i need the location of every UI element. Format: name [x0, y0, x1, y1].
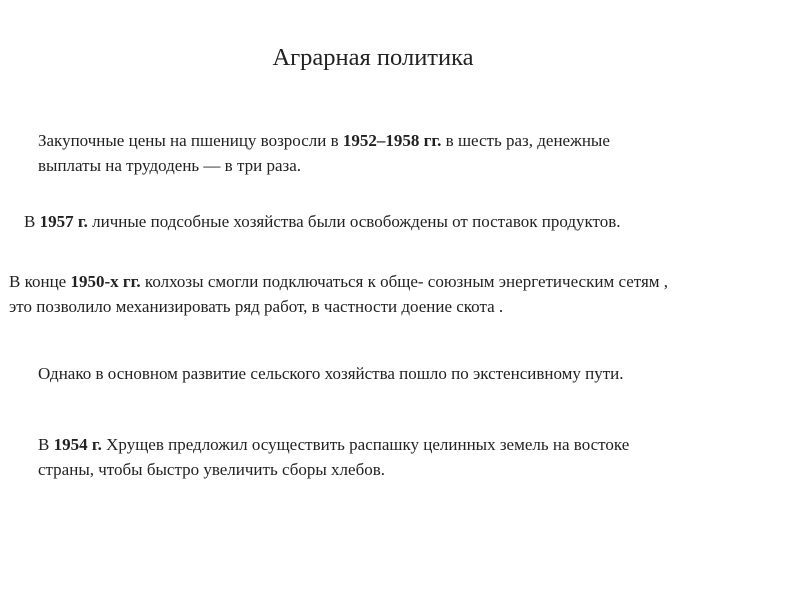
- paragraph-years: 1954 г.: [53, 435, 102, 454]
- paragraph-text: в шесть раз, денежные: [441, 131, 610, 150]
- paragraph-years: 1952–1958 гг.: [342, 131, 442, 150]
- slide-title: Аграрная политика: [272, 44, 474, 71]
- paragraph-virgin-lands: [38, 432, 758, 482]
- paragraph-text: Закупочные цены на пшеницу возросли в: [38, 131, 343, 150]
- paragraph-text: выплаты на трудодень — в три раза.: [38, 156, 301, 175]
- paragraph-household-farms: [24, 209, 794, 234]
- paragraph-text: Хрущев предложил осуществить распашку целинных земель на востоке: [101, 435, 630, 454]
- paragraph-text: В конце: [9, 272, 71, 291]
- paragraph-text: Однако в основном развитие сельского хозяйства пошло по экстенсивному пути.: [38, 364, 624, 383]
- paragraph-years: 1950-х гг.: [70, 272, 141, 291]
- paragraph-text: колхозы смогли подключаться к обще- союзным энергетическим сетям ,: [140, 272, 669, 291]
- paragraph-text: личные подсобные хозяйства были освобождены от поставок продуктов.: [87, 212, 621, 231]
- paragraph-text: В: [24, 212, 40, 231]
- paragraph-text: это позволило механизировать ряд работ, в частности доение скота .: [9, 297, 504, 316]
- paragraph-extensive-development: [38, 361, 758, 386]
- paragraph-years: 1957 г.: [39, 212, 88, 231]
- paragraph-text: страны, чтобы быстро увеличить сборы хлебов.: [38, 460, 385, 479]
- paragraph-electrification: [9, 269, 799, 319]
- paragraph-purchase-prices: [38, 128, 758, 178]
- paragraph-text: В: [38, 435, 54, 454]
